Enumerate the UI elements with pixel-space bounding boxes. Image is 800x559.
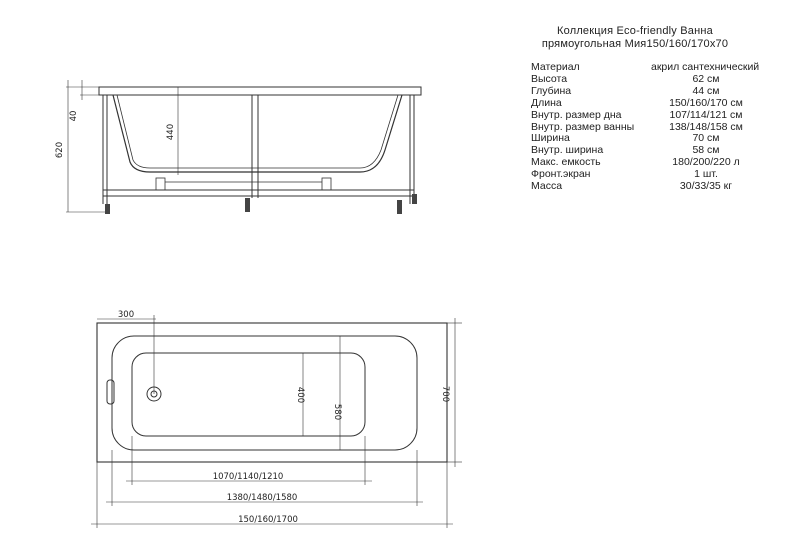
feet — [105, 194, 417, 214]
dim-inner-width: 580 — [332, 403, 342, 421]
spec-value: 150/160/170 см — [669, 96, 743, 109]
dim-bottom-length: 1070/1140/1210 — [212, 472, 284, 482]
foot — [105, 204, 110, 214]
spec-label: Высота — [531, 72, 568, 85]
bath-rim — [99, 87, 421, 95]
overflow-icon — [107, 380, 114, 404]
spec-label: Глубина — [531, 84, 572, 97]
spec-value: 180/200/220 л — [672, 156, 740, 169]
dim-total-width: 700 — [440, 385, 450, 403]
foot — [245, 198, 250, 212]
dim-side-total-height: 620 — [55, 141, 65, 159]
dim-inner-length: 1380/1480/1580 — [226, 493, 298, 503]
spec-label: Фронт.экран — [531, 168, 591, 181]
spec-value: 70 см — [692, 132, 720, 145]
title-line-2: прямоугольная Мия150/160/170x70 — [541, 38, 729, 50]
dim-drain-offset: 300 — [117, 310, 135, 320]
spec-label: Ширина — [531, 132, 570, 145]
spec-label: Длина — [531, 96, 562, 109]
spec-label: Внутр. ширина — [531, 144, 604, 157]
dim-inner-bottom-width: 400 — [295, 386, 305, 404]
foot — [397, 200, 402, 214]
spec-value: 30/33/35 кг — [679, 180, 733, 193]
spec-value: 58 см — [692, 144, 720, 157]
spec-value: 1 шт. — [694, 168, 718, 181]
spec-label: Макс. емкость — [531, 156, 601, 169]
spec-value: 107/114/121 см — [669, 108, 743, 121]
foot — [412, 194, 417, 204]
frame-support — [156, 178, 165, 190]
dim-total-length: 150/160/1700 — [238, 515, 298, 525]
side-view — [55, 80, 421, 214]
spec-value: 62 см — [692, 72, 720, 85]
frame-support — [322, 178, 331, 190]
spec-value: акрил сантехнический — [651, 61, 760, 73]
spec-value: 138/148/158 см — [669, 120, 743, 133]
dim-side-depth: 440 — [166, 123, 176, 141]
bath-outline — [97, 323, 447, 462]
spec-value: 44 см — [692, 84, 720, 97]
spec-label: Внутр. размер ванны — [531, 120, 635, 133]
spec-label: Материал — [531, 61, 580, 73]
top-view — [91, 310, 462, 528]
spec-label: Масса — [531, 180, 563, 193]
spec-label: Внутр. размер дна — [531, 108, 622, 121]
dim-side-rim: 40 — [69, 110, 79, 122]
title-line-1: Коллекция Eco-friendly Ванна — [557, 25, 713, 37]
bath-bottom — [132, 353, 365, 436]
